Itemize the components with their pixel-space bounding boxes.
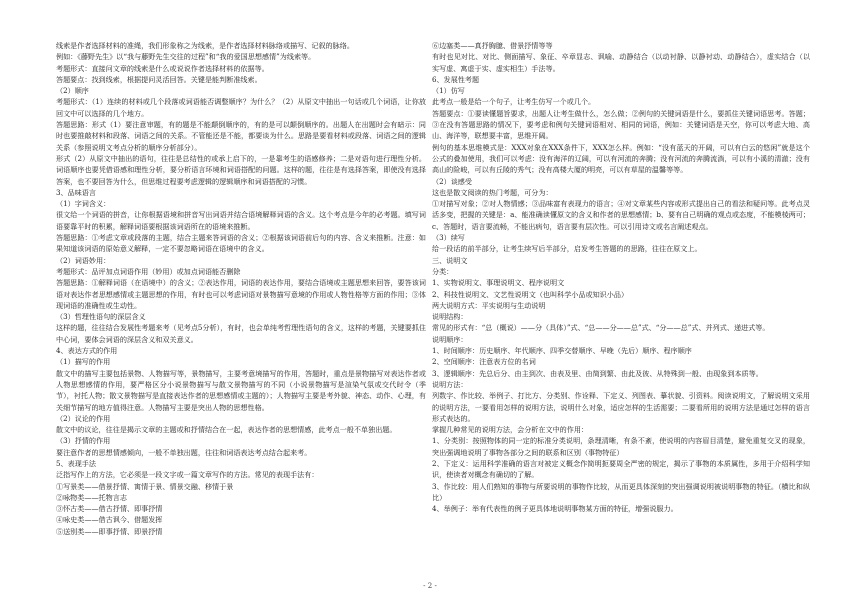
right-paragraph: 三、说明文 <box>432 255 468 265</box>
right-paragraph: 6、发展性考题 <box>432 74 480 84</box>
right-paragraph: 两大说明方式：平实说明与生动说明 <box>432 300 546 310</box>
left-paragraph: 散文中的议论，往往是揭示文章的主题或和抒情结合在一起，表达作者的思想情感，此考点一般不单独出题。 <box>56 425 397 435</box>
left-paragraph: （2）词语妙用： <box>56 255 111 265</box>
left-paragraph: （1）字词含义： <box>56 199 111 209</box>
right-paragraph: 4、举例子：举有代表性的例子更具体地说明事物某方面的特征，增强说服力。 <box>432 504 678 514</box>
right-paragraph: 1、实物说明文、事理说明文、程序说明文 <box>432 278 565 288</box>
right-paragraph: 有时也见对比、对比、侧面描写、象征、卒章显志、讽喻、动静结合（以动衬静、以静衬动、动静结合），虚实结合（以实写虚、寓虚于实、虚实相生）手法等。 <box>432 52 810 73</box>
left-paragraph: 5、表现手法 <box>56 458 96 468</box>
right-column <box>432 40 810 514</box>
right-paragraph: 2、空间顺序：注意表方位的名词 <box>432 357 536 367</box>
left-paragraph: 考题形式：（1）连续的材料或几个段落或词语能否调整顺序？为什么？（2）从原文中抽出一句话或几个词语，让你放回文中可以选择的几个地方。 <box>56 97 426 118</box>
left-paragraph: 3、品味语言 <box>56 187 96 197</box>
left-paragraph: （2）顺序 <box>56 86 89 96</box>
left-paragraph: 要注意作者的思想情感倾向，一般不单独出题，往往和词语表达考点结合起来考。 <box>56 447 312 457</box>
left-paragraph: 这样的题，往往结合发展性考题来考（见考点5分析），有时，也会单纯考哲理性语句的含义，这样的考题，关键要抓住中心词，要体会词语的深层含义和双关意义。 <box>56 323 426 344</box>
right-paragraph: 2、下定义：运用科学准确的语言对被定义概念作简明扼要周全严密的规定，揭示了事物的本质属性，多用于介绍科学知识，使读者对概念有确切的了解。 <box>432 458 810 480</box>
right-paragraph: 1、分类别：按照物体的同一定的标准分类说明，条理清晰，有条不紊，使说明的内容眉目清楚，避免重复交叉的现象，突出强调地说明了事物各部分之间的联系和区别（事物特征） <box>432 436 810 457</box>
left-paragraph: （3）抒情的作用 <box>56 436 111 446</box>
right-paragraph: 此考点一般是给一个句子，让考生仿写一个或几个。 <box>432 97 596 107</box>
right-paragraph: （3）续写 <box>432 233 465 243</box>
left-paragraph: 线索是作者选择材料的准绳，我们形象称之为线索，是作者选择材料脉络或描写、记叙的脉络。 <box>56 41 354 50</box>
left-paragraph: 例如：《藤野先生》以“我与藤野先生交往的过程”和“我的爱国思想感情”为线索等。 <box>56 52 316 62</box>
right-paragraph: （2）谈感受 <box>432 176 472 186</box>
left-paragraph: 很文给一个词语的拼音，让你根据语境和拼音写出词语并结合语境解释词语的含义。这个考点是今年的必考题。填写词语要靠平时的积累，解释词语要根据该词语所在的语境来推断。 <box>56 210 426 231</box>
right-paragraph: 例句的基本思维模式是：XXX对象在XXX条件下，XXX怎么样。例如：“没有蓝天的开阔，可以有白云的悠闲”就是这个公式的叠加使用，我们可以考虑：没有海洋的辽阔，可以有河流的奔腾；没有河流的奔腾流淌，可以有小溪的清澈；没有高山的险峻，可以有丘陵的秀气；没有高楼大厦的明亮，可以有草屋的温馨等等。 <box>432 142 810 175</box>
left-paragraph: 4、表达方式的作用 <box>56 346 118 356</box>
right-paragraph: 分类： <box>432 266 454 276</box>
left-paragraph: 考题形式：直接问文章的线索是什么或说说作者选择材料的依据等。 <box>56 63 269 73</box>
right-paragraph: 说明顺序： <box>432 334 468 344</box>
left-paragraph: 考题形式：品评加点词语作用（妙用）或加点词语能否删除 <box>56 266 241 276</box>
left-paragraph: ⑤送别类——即事抒情、即景抒情 <box>56 526 163 536</box>
left-paragraph: ②咏物类——托物言志 <box>56 492 127 502</box>
right-paragraph: 说明方法： <box>432 379 468 389</box>
left-paragraph: ①写景类——借景抒情、寓情于景、情景交融、移情于景 <box>56 481 234 491</box>
left-paragraph: 答题思路：形式（1）要注意审题，有的题是不能颠倒顺序的，有的是可以颠倒顺序的。出题人在出题时会有暗示：同时也要推敲材料和段落、词语之间的关系。不管能还是不能，都要谈为什么。思路是要看材料或段落、词语之间的逻辑关系（参照说明文考点分析的顺序分析部分）。 <box>56 120 426 152</box>
right-paragraph: ①对描写对象；②对人物情感；③品味富有表现力的语言；④对文章某些内容或形式提出自己的看法和疑问等。此考点灵活多变，把握的关键是：a、能准确读懂原文的含义和作者的思想感情；b、要有自己明确的观点或态度，不能模棱两可；c、答题时，语言要流畅，不能出病句，语言要有层次性。可以引用诗文或名言阐述观点。 <box>432 199 810 231</box>
right-paragraph: 2、科技性说明文、文艺性说明文（也叫科学小品或知识小品） <box>432 289 629 299</box>
right-paragraph: 3、作比较：用人们熟知的事物与所要说明的事物作比较，从而更具体深刻的突出强调说明被说明事物的特征。（横比和纵比） <box>432 481 810 502</box>
right-paragraph: 答题要点：①要读懂题旨要求，出题人让考生做什么，怎么做；②例句的关键词语是什么，要抓住关键词语思考。答题；③在没有答题思路的情况下，要考虑和例句关键词语相对、相同的词语，例如：关键词语是天空，你可以考虑大地、高山、海洋等，联想要丰富，思维开阔。 <box>432 108 810 141</box>
left-paragraph: （3）哲理性语句的深层含义 <box>56 312 146 322</box>
right-paragraph: ⑥边塞类——真抒胸臆、借景抒情等等 <box>432 41 553 50</box>
right-paragraph: 给一段话的前半部分，让考生续写后半部分，启发考生答题的的思路，往往在原文上。 <box>432 244 702 254</box>
left-paragraph: 答题思路：①考虑文章或段落的主题，结合主题来答词语的含义；②根据该词语前后句的内容、含义来推断。注意：如果知道该词语的原始意义解释，一定不要忽略词语在语境中的含义。 <box>56 233 426 254</box>
right-paragraph: 掌握几种常见的说明方法，会分析在文中的作用： <box>432 425 589 435</box>
right-paragraph: 这也是散文阅读的热门考题，可分为： <box>432 187 553 197</box>
left-paragraph: ③怀古类——借古抒情、即事抒情 <box>56 504 163 514</box>
right-paragraph: 列数字、作比较、举例子、打比方、分类别、作诠释、下定义、列图表、摹状貌、引资料。阅读说明文，了解说明文采用的说明方法，一要看用怎样的说明方法，说明什么对象，适应怎样的生活需要；二要看所用的说明方法是通过怎样的语言形式表达的。 <box>432 391 810 423</box>
right-paragraph: 3、逻辑顺序：先总后分、由主到次、由表及里、由简到繁、由此及彼、从特殊到一般、由现象到本质等。 <box>432 368 763 378</box>
right-paragraph: 常见的形式有：“总（概说）——分（具体）”式、“总——分——总”式、“分——总”式、并列式、递进式等。 <box>432 323 770 333</box>
left-paragraph: 形式（2）从原文中抽出的语句，往往是总结性的或承上启下的，一是靠考生的语感修养；二是对语句进行理性分析。词语顺序也要凭借语感和理性分析，要分析语言环境和词语搭配的问题。这样的题，往往是有选择答案，即使没有选择答案，也不要回答为什么，但思维过程要考虑逻辑的逻辑顺序和词语搭配的习惯。 <box>56 153 426 186</box>
left-paragraph: 散文中的描写主要包括景物、人物描写等，景物描写，主要考意境描写的作用，答题时，重点是景物描写对表达作者或人物思想感情的作用，要严格区分小说景物描写与散文景物描写的不同（小说景物描写是渲染气氛或交代时令（季节），衬托人物；散文景物描写是直接表达作者的思想感情或主题的）；人物描写主要是考外貌、神态、动作、心理，有关细节描写的地方值得注意。人物描写主要是突出人物的思想性格。 <box>56 368 426 412</box>
right-paragraph: 1、时间顺序：历史顺序、年代顺序、四季交替顺序、早晚（先后）顺序、程序顺序 <box>432 346 692 356</box>
left-column <box>56 40 426 537</box>
left-paragraph: 泛指写作上的方法，它必须是一段文字或一篇文章写作的方法。常见的表现手法有： <box>56 470 319 480</box>
left-paragraph: （2）议论的作用 <box>56 413 111 423</box>
right-paragraph: （1）仿写 <box>432 86 465 96</box>
page-number: - 2 - <box>423 582 437 590</box>
right-paragraph: 说明结构： <box>432 312 468 322</box>
left-paragraph: 答题要点：找到线索，根据提问灵活回答。关键是能判断准线索。 <box>56 74 262 84</box>
left-paragraph: ④咏史类——借古讽今、借题发挥 <box>56 515 163 525</box>
left-paragraph: 答题思路：①解释词语（在语境中）的含义；②表达作用，词语的表达作用，要结合语境或主题思想来回答，要答该词语对表达作者思想感情或主题思想的作用，有时也可以考虑词语对景物描写意境的作用或人物性格等方面的作用；③体现词语的准确性或生动性。 <box>56 278 426 310</box>
left-paragraph: （1）描写的作用 <box>56 357 111 367</box>
